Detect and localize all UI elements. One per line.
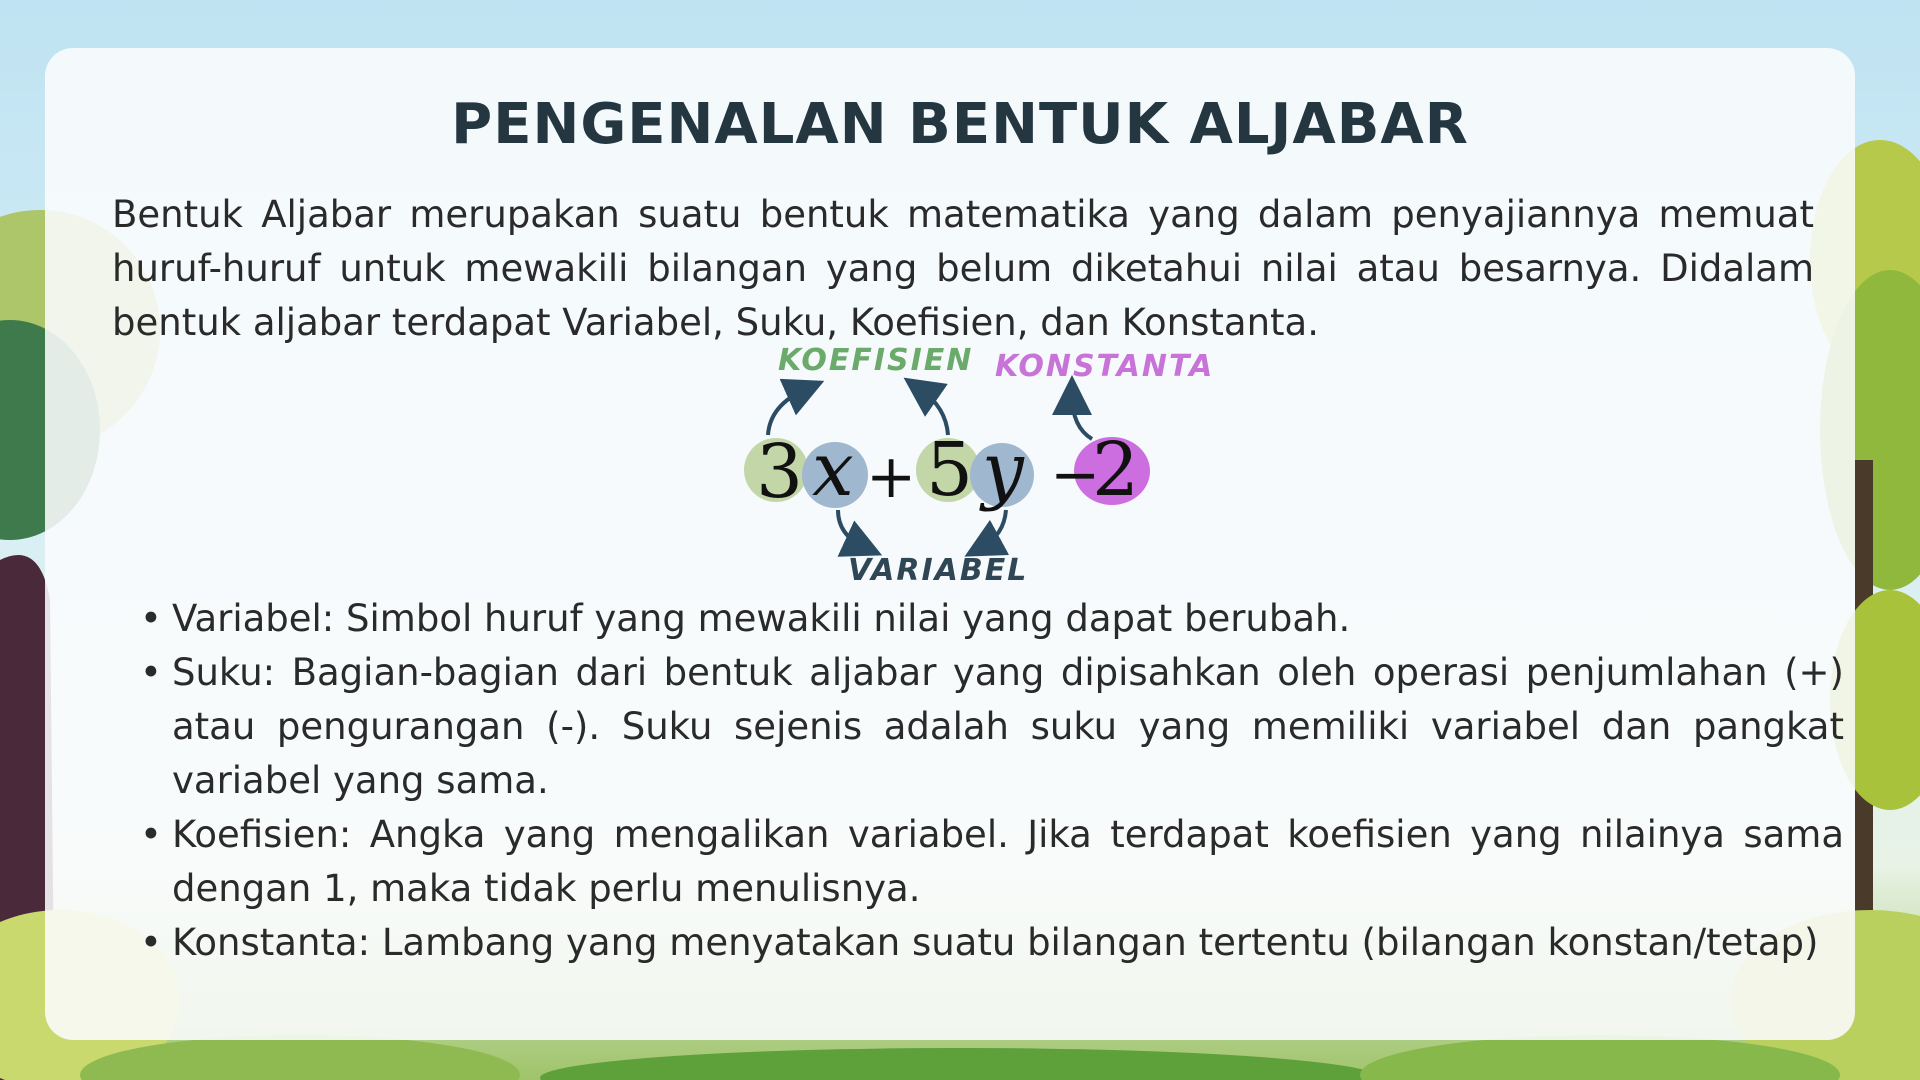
constant-2: 2: [1092, 427, 1140, 513]
variable-y: y: [982, 427, 1024, 513]
arrow-to-variabel-1: [838, 510, 864, 547]
definition-list: [140, 592, 1844, 970]
intro-paragraph: Bentuk Aljabar merupakan suatu bentuk matematika yang dalam penyajiannya memuat huruf-huruf untuk mewakili bilangan yang belum diketahui nilai atau besarnya. Didalam bentuk aljabar terdapat Variabel, Suku, Koefisien, dan Konstanta.: [112, 193, 1814, 344]
label-koefisien: KOEFISIEN: [778, 343, 974, 378]
minus-operator: −: [1050, 440, 1101, 510]
arrow-to-konstanta: [1072, 395, 1092, 439]
list-item-suku: • Suku: Bagian-bagian dari bentuk aljabar yang dipisahkan oleh operasi penjumlahan (+) atau pengurangan (-). Suku sejenis adalah suku yang memiliki variabel dan pangkat variabel yang sama.: [172, 646, 1844, 808]
list-item-koefisien: • Koefisien: Angka yang mengalikan variabel. Jika terdapat koefisien yang nilainya sama dengan 1, maka tidak perlu menulisnya.: [172, 808, 1844, 916]
coefficient-5: 5: [926, 427, 974, 513]
label-variabel: VARIABEL: [848, 553, 1029, 588]
plus-operator: +: [866, 442, 917, 512]
label-konstanta: KONSTANTA: [995, 349, 1215, 384]
algebra-diagram: [720, 335, 1220, 595]
list-item-variabel: • Variabel: Simbol huruf yang mewakili nilai yang dapat berubah.: [172, 592, 1844, 646]
page-title: PENGENALAN BENTUK ALJABAR: [451, 92, 1469, 157]
list-item-konstanta: • Konstanta: Lambang yang menyatakan suatu bilangan tertentu (bilangan konstan/tetap): [172, 916, 1844, 970]
coefficient-3: 3: [756, 429, 804, 515]
variable-x: x: [812, 427, 854, 513]
arrow-to-variabel-2: [982, 510, 1006, 547]
